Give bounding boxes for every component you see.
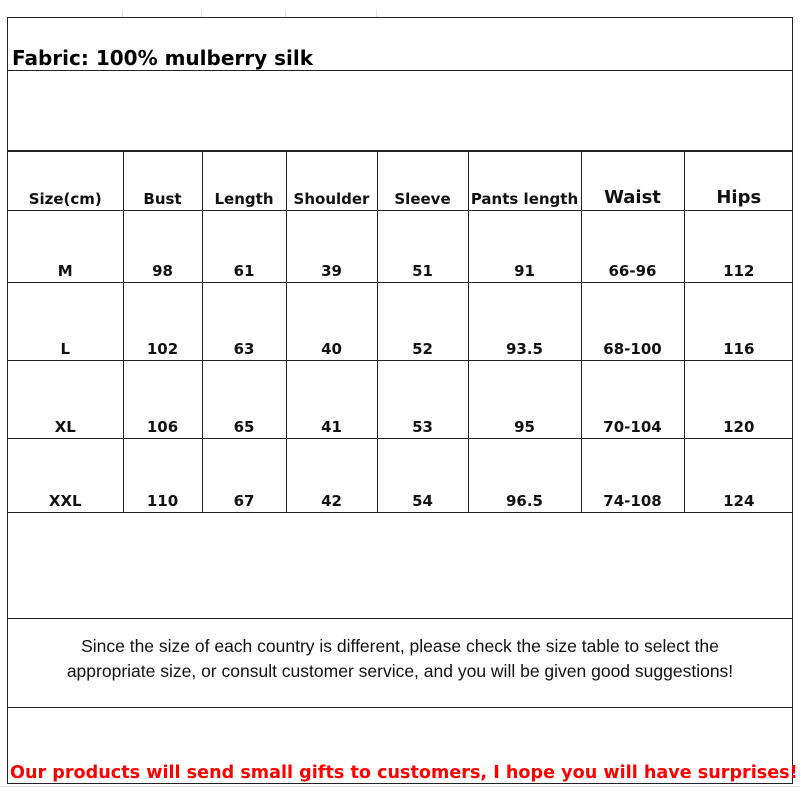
cell-pants-length: 96.5 xyxy=(468,439,581,513)
header-size: Size(cm) xyxy=(8,152,123,211)
cell-bust: 102 xyxy=(123,283,202,361)
size-advice-note: Since the size of each country is different, please check the size table to select the appropriate size, or consult customer service, and you will be given good suggestions! xyxy=(66,636,734,681)
blank-row xyxy=(8,512,792,619)
gift-row xyxy=(8,708,798,784)
header-waist: Waist xyxy=(581,152,684,211)
cell-size: M xyxy=(8,211,123,283)
cell-pants-length: 91 xyxy=(468,211,581,283)
cell-waist: 70-104 xyxy=(581,361,684,439)
cell-bust: 98 xyxy=(123,211,202,283)
note-row xyxy=(8,619,792,708)
cell-length: 65 xyxy=(202,361,286,439)
table-row xyxy=(8,211,793,283)
table-row xyxy=(8,361,793,439)
cell-hips: 112 xyxy=(684,211,793,283)
blank-row xyxy=(8,71,792,151)
cell-shoulder: 39 xyxy=(286,211,377,283)
cell-sleeve: 54 xyxy=(377,439,468,513)
cell-size: XXL xyxy=(8,439,123,513)
cell-hips: 116 xyxy=(684,283,793,361)
cell-length: 63 xyxy=(202,283,286,361)
table-row xyxy=(8,439,793,513)
header-bust: Bust xyxy=(123,152,202,211)
cell-sleeve: 53 xyxy=(377,361,468,439)
cell-hips: 120 xyxy=(684,361,793,439)
header-hips: Hips xyxy=(684,152,793,211)
header-pants-length: Pants length xyxy=(468,152,581,211)
size-chart-sheet xyxy=(7,17,798,784)
cell-hips: 124 xyxy=(684,439,793,513)
gift-notice: Our products will send small gifts to customers, I hope you will have surprises! xyxy=(10,763,798,783)
cell-pants-length: 95 xyxy=(468,361,581,439)
header-length: Length xyxy=(202,152,286,211)
table-header-row xyxy=(8,152,793,211)
cell-bust: 106 xyxy=(123,361,202,439)
cell-waist: 74-108 xyxy=(581,439,684,513)
cell-length: 67 xyxy=(202,439,286,513)
gridline xyxy=(0,786,800,787)
header-shoulder: Shoulder xyxy=(286,152,377,211)
cell-waist: 68-100 xyxy=(581,283,684,361)
title-row xyxy=(8,18,792,71)
cell-shoulder: 42 xyxy=(286,439,377,513)
cell-bust: 110 xyxy=(123,439,202,513)
cell-shoulder: 41 xyxy=(286,361,377,439)
table-row xyxy=(8,283,793,361)
fabric-title: Fabric: 100% mulberry silk xyxy=(12,46,314,70)
cell-pants-length: 93.5 xyxy=(468,283,581,361)
cell-size: XL xyxy=(8,361,123,439)
cell-sleeve: 52 xyxy=(377,283,468,361)
cell-waist: 66-96 xyxy=(581,211,684,283)
header-sleeve: Sleeve xyxy=(377,152,468,211)
cell-sleeve: 51 xyxy=(377,211,468,283)
cell-length: 61 xyxy=(202,211,286,283)
size-table xyxy=(8,151,793,513)
cell-size: L xyxy=(8,283,123,361)
cell-shoulder: 40 xyxy=(286,283,377,361)
